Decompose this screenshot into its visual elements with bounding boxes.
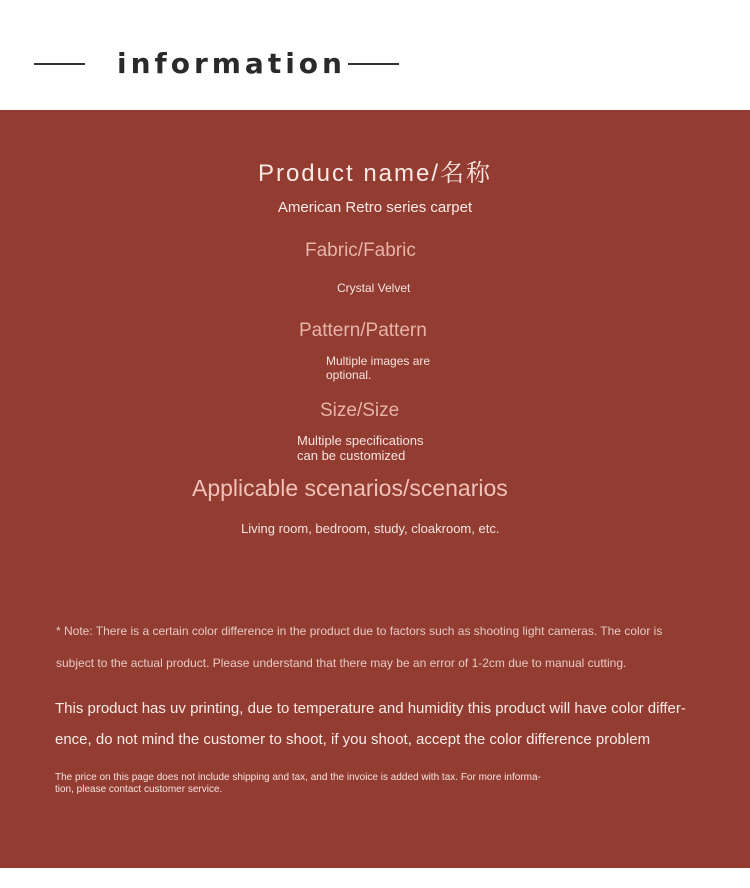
price-note-line2: tion, please contact customer service. <box>55 784 223 795</box>
scenarios-label: Applicable scenarios/scenarios <box>192 475 508 501</box>
size-label: Size/Size <box>320 400 400 421</box>
footer-strip <box>0 868 750 888</box>
pattern-label: Pattern/Pattern <box>299 320 427 341</box>
product-name-label: Product name/名称 <box>257 160 493 187</box>
fabric-value: Crystal Velvet <box>337 281 411 295</box>
header-section <box>0 0 750 110</box>
heading-rule-left <box>34 63 85 65</box>
fabric-label: Fabric/Fabric <box>305 240 416 261</box>
size-value-line1: Multiple specifications <box>297 433 424 448</box>
info-panel <box>0 110 750 868</box>
size-value-line2: can be customized <box>297 448 406 463</box>
price-note-line1: The price on this page does not include shipping and tax, and the invoice is added with tax. For more informa- <box>55 772 541 783</box>
pattern-value-line2: optional. <box>326 368 372 382</box>
scenarios-value: Living room, bedroom, study, cloakroom, etc. <box>241 521 500 536</box>
color-note-line1: * Note: There is a certain color difference in the product due to factors such as shooting light cameras. The color is <box>56 624 663 638</box>
section-heading: information <box>117 47 346 80</box>
uv-note-line2: ence, do not mind the customer to shoot, if you shoot, accept the color difference problem <box>55 731 651 748</box>
uv-note-line1: This product has uv printing, due to temperature and humidity this product will have color differ- <box>55 700 686 717</box>
color-note-line2: subject to the actual product. Please understand that there may be an error of 1-2cm due to manual cutting. <box>56 656 627 670</box>
heading-rule-right <box>348 63 399 65</box>
pattern-value-line1: Multiple images are <box>326 354 431 368</box>
product-name-value: American Retro series carpet <box>277 199 473 216</box>
